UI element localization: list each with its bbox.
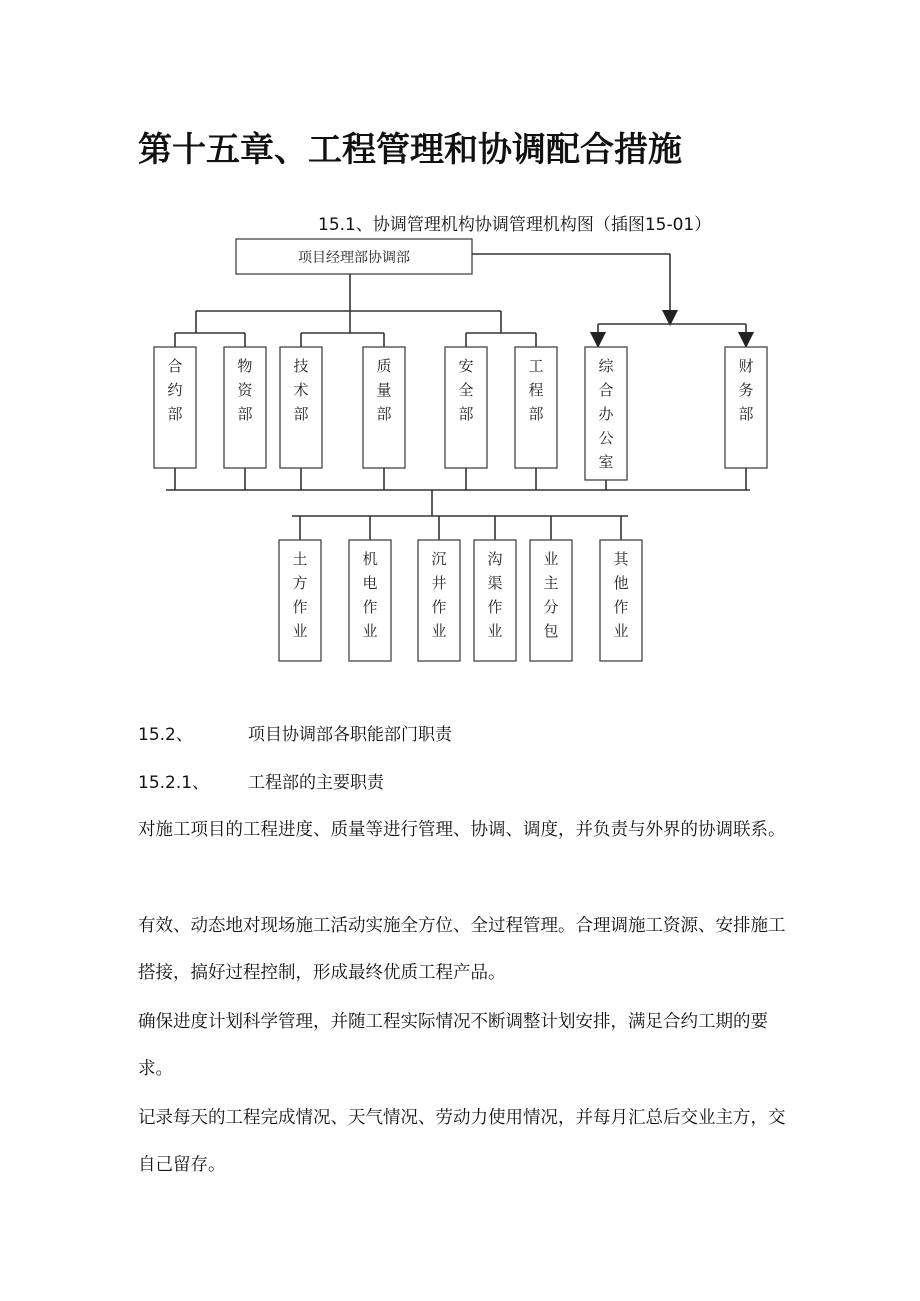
svg-text:土方作业: 土方作业 [292, 550, 308, 640]
section-15-2-1-title: 工程部的主要职责 [248, 773, 384, 793]
paragraph-3: 确保进度计划科学管理，并随工程实际情况不断调整计划安排，满足合约工期的要求。 [138, 1012, 768, 1079]
dept-caiwu [725, 347, 767, 468]
svg-text:财务部: 财务部 [738, 357, 754, 423]
paragraph-4: 记录每天的工程完成情况、天气情况、劳动力使用情况，并每月汇总后交业主方，交自己留存。 [138, 1108, 786, 1175]
team-gouqu [474, 540, 516, 661]
team-tufang [279, 540, 321, 661]
svg-text:沟渠作业: 沟渠作业 [487, 550, 503, 640]
svg-text:物资部: 物资部 [237, 357, 253, 423]
team-jidian [349, 540, 391, 661]
dept-gongcheng [515, 347, 557, 468]
dept-wuzi [224, 347, 266, 468]
team-fenbao [530, 540, 572, 661]
section-15-2-heading [138, 720, 452, 745]
team-qita [600, 540, 642, 661]
paragraph-1: 对施工项目的工程进度、质量等进行管理、协调、调度，并负责与外界的协调联系。 [138, 820, 786, 840]
svg-text:业主分包: 业主分包 [543, 550, 559, 640]
figure-caption: 15.1、协调管理机构协调管理机构图（插图15-01） [318, 215, 712, 235]
svg-text:质量部: 质量部 [376, 357, 392, 423]
section-15-2-number: 15.2、 [138, 725, 193, 745]
section-15-2-1-number: 15.2.1、 [138, 773, 210, 793]
dept-zonghe [585, 347, 627, 480]
svg-text:沉井作业: 沉井作业 [431, 550, 447, 640]
svg-text:合约部: 合约部 [167, 357, 183, 423]
svg-text:工程部: 工程部 [528, 357, 544, 423]
team-chenjing [418, 540, 460, 661]
org-top-label: 项目经理部协调部 [298, 250, 410, 266]
dept-hetong [154, 347, 196, 468]
chapter-title: 第十五章、工程管理和协调配合措施 [138, 130, 682, 170]
svg-text:其他作业: 其他作业 [613, 550, 629, 640]
dept-jishu [280, 347, 322, 468]
section-15-2-title: 项目协调部各职能部门职责 [248, 725, 452, 745]
svg-text:技术部: 技术部 [293, 357, 309, 423]
dept-anquan [445, 347, 487, 468]
paragraph-2: 有效、动态地对现场施工活动实施全方位、全过程管理。合理调施工资源、安排施工搭接，搞好过程控制，形成最终优质工程产品。 [138, 916, 786, 983]
svg-text:综合办公室: 综合办公室 [598, 357, 614, 471]
svg-text:安全部: 安全部 [458, 357, 474, 423]
dept-zhiliang [363, 347, 405, 468]
svg-text:机电作业: 机电作业 [362, 550, 378, 640]
section-15-2-1-heading [138, 768, 384, 793]
